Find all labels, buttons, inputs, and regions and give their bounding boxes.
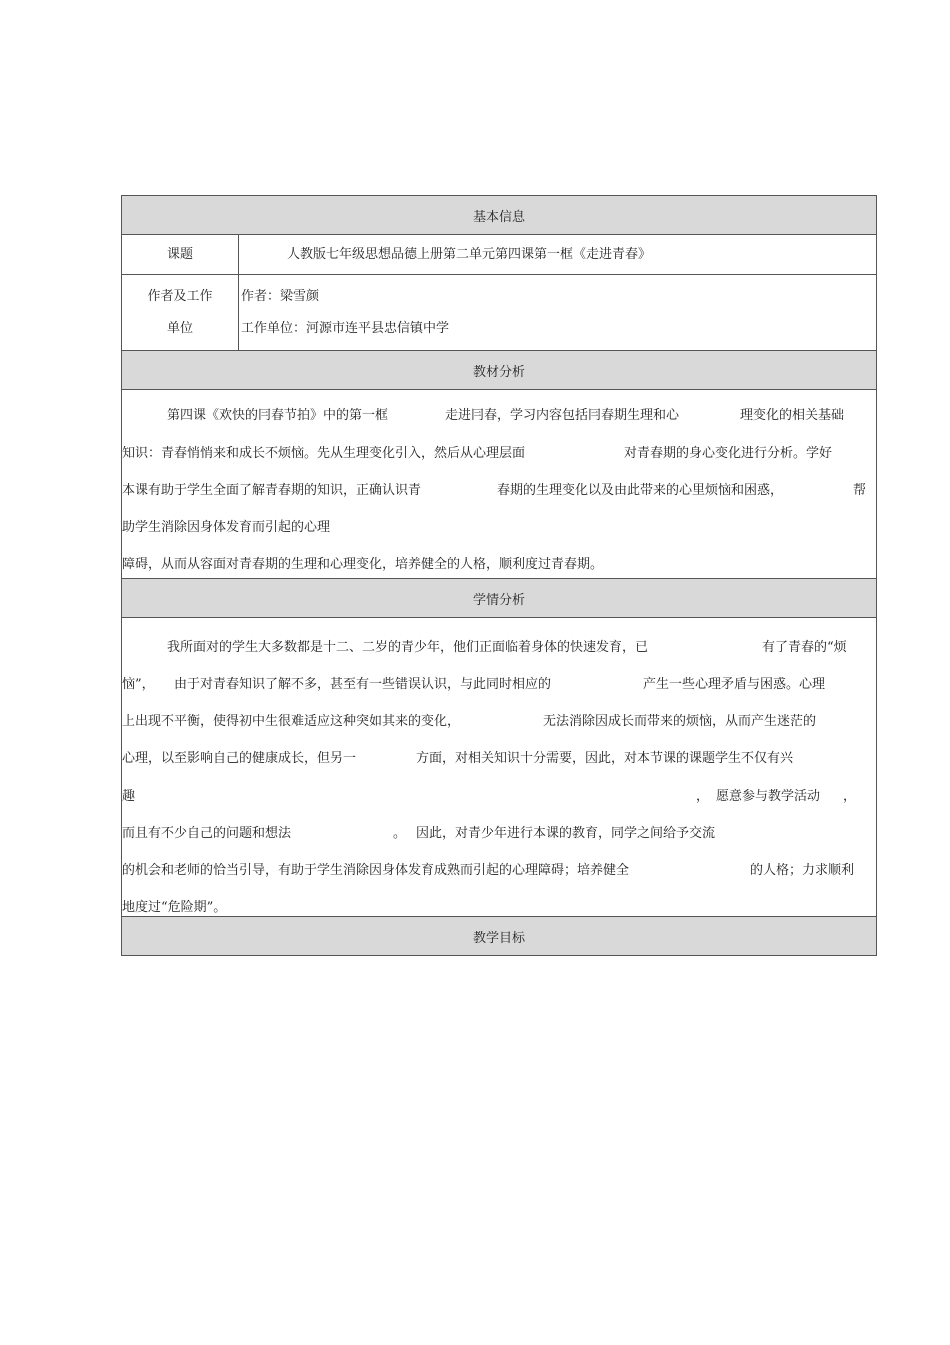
text-line: 障碍，从而从容面对青春期的生理和心理变化，培养健全的人格，顺利度过青春期。 [122, 557, 604, 572]
text-line: 我所面对的学生大多数都是十二、二岁的青少年，他们正面临着身体的快速发育，已 [167, 640, 649, 655]
text-line: 的机会和老师的恰当引导，有助于学生消除因身体发育成熟而引起的心理障碍；培养健全 [122, 863, 630, 878]
text-line: 有了青春的“烦 [762, 640, 847, 655]
text-line: 因此，对青少年进行本课的教育，同学之间给予交流 [416, 826, 716, 841]
text-line: 而且有不少自己的问题和想法 [122, 826, 292, 841]
text-line: 春期的生理变化以及由此带来的心里烦恼和困惑， [497, 483, 784, 498]
author-label-line1: 作者及工作 [147, 289, 213, 304]
author-label-line2: 单位 [166, 321, 193, 336]
text-line: 知识：青春悄悄来和成长不烦恼。先从生理变化引入，然后从心理层面 [122, 446, 526, 461]
author-label [122, 275, 239, 350]
text-line: 上出现不平衡，使得初中生很难适应这种突如其来的变化， [122, 714, 461, 729]
author-value [239, 275, 876, 350]
section-header-student-analysis: 学情分析 [122, 579, 876, 618]
lesson-label: 课题 [122, 235, 239, 274]
author-row [122, 275, 876, 351]
text-line: ， [696, 789, 710, 804]
text-line: 由于对青春知识了解不多，甚至有一些错误认识，与此同时相应的 [174, 677, 552, 692]
lesson-row [122, 235, 876, 275]
text-line: 地度过“危险期”。 [122, 900, 227, 915]
author-name: 作者：梁雪颜 [241, 289, 320, 304]
text-line: 助学生消除因身体发育而引起的心理 [122, 520, 331, 535]
text-line: 第四课《欢快的冃春节拍》中的第一框 [167, 408, 389, 423]
text-line: 趣 [122, 789, 136, 804]
text-line: 对青春期的身心变化进行分析。学好 [624, 446, 833, 461]
text-line: 产生一些心理矛盾与困惑。心理 [643, 677, 826, 692]
author-unit: 工作单位：河源市连平县忠信镇中学 [241, 321, 450, 336]
text-line: 走进冃春，学习内容包括冃春期生理和心 [445, 408, 680, 423]
text-line: ， [843, 789, 857, 804]
text-line: 方面，对相关知识十分需要，因此，对本节课的课题学生不仅有兴 [416, 751, 794, 766]
text-line: 理变化的相关基础 [740, 408, 845, 423]
text-line: 帮 [853, 483, 867, 498]
section-header-textbook-analysis: 教材分析 [122, 351, 876, 390]
text-line: 的人格；力求顺利 [750, 863, 855, 878]
text-line: 愿意参与教学活动 [716, 789, 821, 804]
student-analysis-paragraph [122, 618, 876, 917]
text-line: 本课有助于学生全面了解青春期的知识，正确认识青 [122, 483, 422, 498]
lesson-value: 人教版七年级思想品德上册第二单元第四课第一框《走进青春》 [287, 247, 652, 262]
text-line: 恼”， [122, 677, 155, 692]
text-line: 无法消除因成长而带来的烦恼，从而产生迷茫的 [543, 714, 817, 729]
lesson-plan-table [121, 195, 877, 956]
text-line: 心理，以至影响自己的健康成长，但另一 [122, 751, 357, 766]
section-header-basic-info: 基本信息 [122, 196, 876, 235]
text-line: 。 [393, 826, 407, 841]
textbook-analysis-paragraph [122, 390, 876, 579]
section-header-teaching-goals: 教学目标 [122, 917, 876, 955]
